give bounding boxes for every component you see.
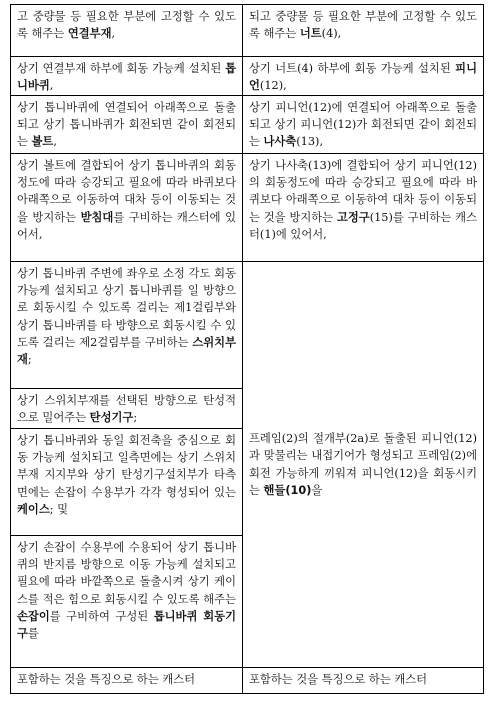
right-row-5: 프레임(2)의 절개부(2a)로 돌출된 피니언(12)과 맞물리는 내접기어가 형성되고 프레임(2)에 회전 가능하게 끼워져 피니언(12)을 회동시키는 핸들(10)을 <box>243 262 483 668</box>
left-row-7: 상기 톱니바퀴와 동일 회전축을 중심으로 회동 가능케 설치되고 일측면에는 상기 스위치부재 지지부와 상기 탄성기구설치부가 타측면에는 손잡이 수용부가 각각 형성되어 있는 케이스; 및 <box>11 429 242 536</box>
left-row-1: 고 중량물 등 필요한 부분에 고정할 수 있도록 해주는 연결부재, <box>11 5 242 57</box>
left-row-4: 상기 볼트에 결합되어 상기 톱니바퀴의 회동정도에 따라 승강되고 필요에 따라 바퀴보다 아래쪽으로 이동하여 대차 등이 이동되는 것을 방지하는 받침대를 구비하는 캐스터에 있어서, <box>11 154 242 262</box>
right-column <box>243 5 483 693</box>
right-row-3: 상기 피니언(12)에 연결되어 아래쪽으로 돌출 되고 상기 피니언(12)가 회전되면 같이 회전되는 나사축(13), <box>243 96 483 154</box>
left-row-9: 포함하는 것을 특징으로 하는 캐스터 <box>17 673 196 686</box>
left-row-3: 상기 톱니바퀴에 연결되어 아래쪽으로 돌출되고 상기 톱니바퀴가 회전되면 같이 회전되는 볼트, <box>11 96 242 154</box>
left-row-5: 상기 톱니바퀴 주변에 좌우로 소정 각도 회동 가능케 설치되고 상기 톱니바퀴를 일 방향으로 회동시킬 수 있도록 걸리는 제1걸림부와 상기 톱니바퀴를 타 방향으로 회동시킬 수 있도록 걸리는 제2걸림부를 구비하는 스위치부재; <box>11 262 242 389</box>
right-row-2: 상기 너트(4) 하부에 회동 가능케 설치된 피니언(12), <box>243 57 483 96</box>
claim-comparison-table <box>10 4 484 694</box>
right-row-6: 포함하는 것을 특징으로 하는 캐스터 <box>249 673 428 686</box>
left-column <box>11 5 243 693</box>
left-row-6: 상기 스위치부재를 선택된 방향으로 탄성적으로 밀어주는 탄성기구; <box>11 389 242 429</box>
left-row-8: 상기 손잡이 수용부에 수용되어 상기 톱니바퀴의 반지름 방향으로 이동 가능케 설치되고 필요에 따라 바깥쪽으로 돌출시켜 상기 케이스를 적은 힘으로 회동시킬 수 있도록 해주는 손잡이를 구비하여 구성된 톱니바퀴 회동기구를 <box>11 536 242 668</box>
left-row-2: 상기 연결부재 하부에 회동 가능케 설치된 톱니바퀴, <box>11 57 242 96</box>
right-row-4: 상기 나사축(13)에 결합되어 상기 피니언(12)의 회동정도에 따라 승강되고 필요에 따라 바퀴보다 아래쪽으로 이동하여 대차 등이 이동되는 것을 방지하는 고정구(15)를 구비하는 캐스터(1)에 있어서, <box>243 154 483 262</box>
right-row-1: 되고 중량물 등 필요한 부분에 고정할 수 있도록 해주는 너트(4), <box>243 5 483 57</box>
